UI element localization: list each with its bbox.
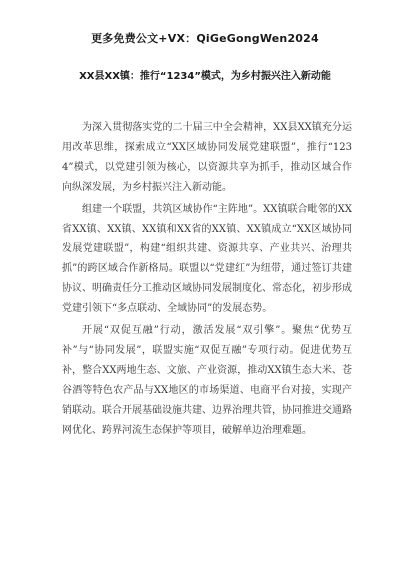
paragraph-intro: 为深入贯彻落实党的二十届三中全会精神，XX县XX镇充分运用改革思维，探索成立“XX区域协同发展党建联盟”，推行“1234”模式，以党建引领为核心，以资源共享为抓手，推动区域合作向纵深发展，为乡村振兴注入新动能。 bbox=[62, 122, 352, 193]
paragraph-action: 开展“双促互融”行动，激活发展“双引擎”。聚焦“优势互补”与“协同发展”，联盟实施“双促互融”专项行动。促进优势互补，整合XX两地生态、文旅、产业资源，推动XX镇生态大米、苍谷酒等特色农产品与XX地区的市场渠道、电商平台对接，实现产销联动。联合开展基础设施共建、边界治理共管，协同推进交通路网优化、跨界河流生态保护等项目，破解单边治理难题。 bbox=[62, 325, 352, 436]
page-title: XX县XX镇：推行“1234”模式，为乡村振兴注入新动能 bbox=[79, 71, 331, 82]
watermark-header: 更多免费公文+VX：QiGeGongWen2024 bbox=[91, 32, 319, 45]
paragraph-alliance: 组建一个联盟，共筑区域协作“主阵地”。XX镇联合毗邻的XX省XX镇、XX镇、XX镇和XX省的XX镇、XX镇成立“XX区域协同发展党建联盟”，构建“组织共建、资源共享、产业共兴、治理共抓”的跨区域合作新格局。联盟以“党建红”为纽带，通过签订共建协议、明确责任分工推动区域协同发展制度化、常态化，初步形成党建引领下“多点联动、全域协同”的发展态势。 bbox=[62, 203, 352, 315]
document-body bbox=[62, 118, 352, 443]
